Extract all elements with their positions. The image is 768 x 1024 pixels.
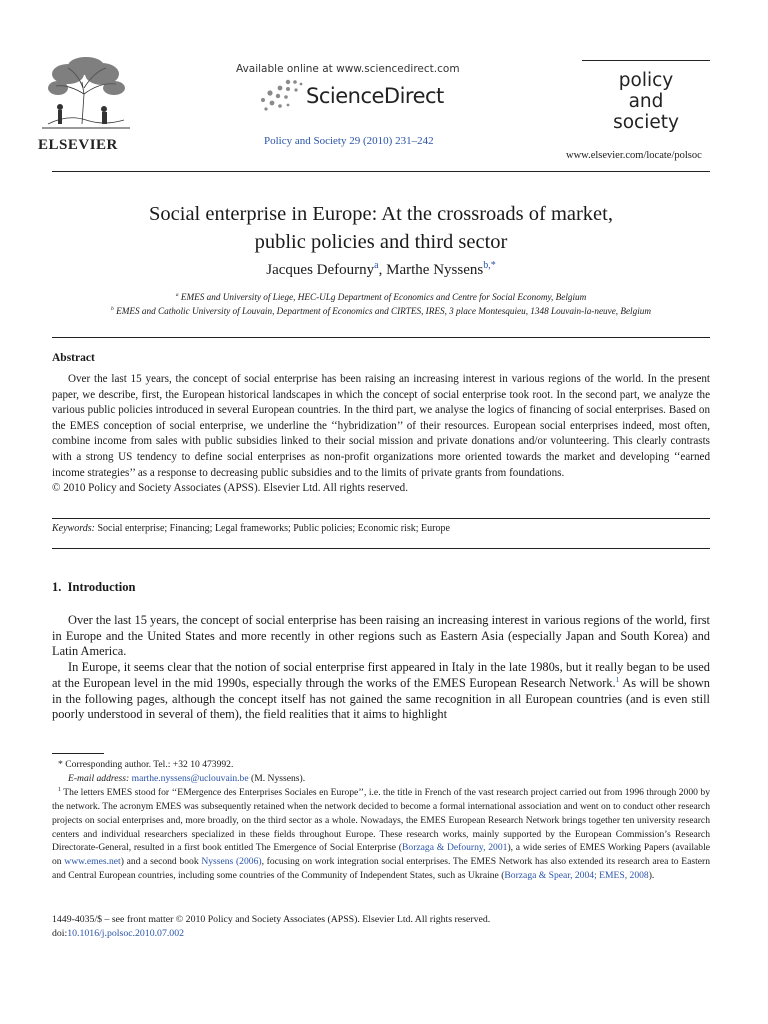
footer [52, 913, 710, 941]
abstract-paragraph: Over the last 15 years, the concept of social enterprise has been raising an increasing interest in various regions of the world. In the present paper, we describe, first, the European historical landscapes in which the concept of social enterprise took root. In the second part, we analyze the various public policies introduced in several European countries. In the third part, we analyse the logics of financing of social enterprises. Based on the EMES conception of social enterprise, we underline the ‘‘hybridization’’ of their resources. European social enterprises indeed, most often, combine income from sales with public subsidies linked to their social mission and private donations and/or volunteering. This clearly contrasts with a strong US tendency to define social enterprises as non-profit organizations more oriented towards the market and developing ‘‘earned income strategies’’ as a response to decreasing public subsidies and to the limits of private grants from foundations. [52, 373, 710, 479]
citation-link[interactable]: Borzaga & Defourny, 2001 [402, 842, 508, 854]
affiliation-text: EMES and Catholic University of Louvain, Department of Economics and CIRTES, IRES, 3 place Montesquieu, 1348 Louvain-la-neuve, Belgium [116, 306, 651, 316]
body-text: As will be shown in the following pages, although the concept itself has not gained the same recognition in all European countries (and is even still poorly understood in several of them), the field realities that it aims to highlight [52, 675, 710, 722]
footnote-1 [52, 786, 710, 883]
abstract-body [52, 372, 710, 497]
journal-reference: Policy and Society 29 (2010) 231–242 [264, 135, 434, 147]
body-text: In Europe, it seems clear that the notion of social enterprise first appeared in Italy in the late 1980s, but it really began to be used at the European level in the mid 1990s, especially through the works of the EMES European Research Network. [52, 660, 710, 690]
publisher-name: ELSEVIER [38, 137, 118, 153]
author-separator: , [378, 262, 387, 278]
keywords-label: Keywords: [52, 523, 95, 534]
affiliation-b [50, 306, 712, 316]
journal-logo [582, 60, 710, 133]
elsevier-logo [38, 54, 134, 154]
journal-logo-word: and [628, 91, 664, 112]
journal-logo-word: policy [618, 70, 674, 91]
issn-line: 1449-4035/$ – see front matter © 2010 Policy and Society Associates (APSS). Elsevier Ltd. All rights reserved. [52, 914, 491, 925]
affiliation-marker[interactable]: a [374, 260, 379, 271]
doi-label: doi: [52, 928, 68, 939]
affiliation-text: EMES and University of Liege, HEC-ULg Department of Economics and Centre for Social Economy, Belgium [180, 292, 587, 302]
article-title-line: public policies and third sector [254, 231, 508, 253]
header-divider [52, 171, 710, 172]
website-link[interactable]: www.emes.net [64, 856, 121, 868]
footnote-text: The letters EMES stood for ‘‘EMergence des Enterprises Sociales en Europe’’, i.e. the title in French of the vast research project carried out from 1996 through 2000 by the network. The acronym EMES was subsequently retained when the network decided to become a formal international association and went on to conduct other research projects on social enterprises and, more broadly, on the third sector as a whole. Nowadays, the EMES European Research Network brings together ten university research centers and individual researchers specialized in these fields throughout Europe. These research works, mainly supported by the European Commission’s Research Directorate-General, resulted in a first book entitled The Emergence of Social Enterprise ( [52, 786, 710, 854]
sciencedirect-logo [258, 78, 478, 114]
footnote-text: (M. Nyssens). [248, 772, 306, 784]
elsevier-tree-icon [38, 54, 134, 132]
footnote-rule [52, 753, 104, 754]
introduction-body [52, 613, 710, 723]
doi-line [52, 927, 710, 941]
footnote-marker: * [58, 759, 63, 770]
affiliation-marker[interactable]: b,* [483, 260, 496, 271]
footnote-text: , focusing on work integration social enterprises. The EMES Network has also extended its research area to Eastern and Central European countries, including some countries of the Community of Independent States, such as Ukraine ( [52, 856, 710, 882]
available-online-text: Available online at www.sciencedirect.com [236, 63, 460, 75]
footnotes [52, 758, 710, 883]
email-note [52, 772, 710, 786]
abstract-heading: Abstract [52, 352, 95, 364]
body-paragraph [52, 660, 710, 723]
article-title-line: Social enterprise in Europe: At the crossroads of market, [149, 203, 613, 225]
affiliation-marker: a [175, 291, 179, 298]
footnote-text: Corresponding author. Tel.: +32 10 473992. [65, 759, 234, 770]
email-link[interactable]: marthe.nyssens@uclouvain.be [131, 772, 249, 784]
sciencedirect-dots-icon [258, 78, 306, 112]
footnote-marker[interactable]: 1 [615, 674, 620, 684]
sciencedirect-wordmark: ScienceDirect [306, 84, 444, 108]
citation-link[interactable]: Nyssens (2006) [201, 856, 262, 868]
footnote-text: ). [648, 870, 655, 882]
section-heading: 1. Introduction [52, 580, 136, 594]
keywords-line [52, 523, 450, 534]
journal-logo-word: society [613, 112, 679, 133]
abstract-copyright: © 2010 Policy and Society Associates (APSS). Elsevier Ltd. All rights reserved. [52, 482, 408, 495]
doi-link[interactable]: 10.1016/j.polsoc.2010.07.002 [67, 928, 184, 939]
footnote-text: ), a wide series of EMES Working Papers (available on [52, 842, 710, 868]
keywords-divider [52, 518, 710, 519]
author-name[interactable]: Jacques Defourny [266, 262, 375, 278]
author-name[interactable]: Marthe Nyssens [386, 262, 484, 278]
author-list [52, 262, 710, 279]
article-title [52, 200, 710, 256]
affiliation-marker: b [111, 305, 114, 312]
citation-link[interactable]: Borzaga & Spear, 2004; EMES, 2008 [504, 870, 649, 882]
affiliation-a [52, 292, 710, 302]
footnote-marker: 1 [58, 786, 61, 793]
journal-url[interactable]: www.elsevier.com/locate/polsoc [566, 150, 702, 161]
corresponding-author-note [52, 758, 710, 772]
email-label: E-mail address: [68, 772, 130, 784]
body-paragraph: Over the last 15 years, the concept of social enterprise has been raising an increasing interest in various regions of the world, first in Europe and the United States and more recently in other regions such as Eastern Asia (especially Japan and South Korea) and Latin America. [52, 613, 710, 659]
abstract-top-divider [52, 337, 710, 338]
abstract-bottom-divider [52, 548, 710, 549]
keywords-list: Social enterprise; Financing; Legal frameworks; Public policies; Economic risk; Europe [97, 523, 450, 534]
footnote-text: ) and a second book [120, 856, 202, 868]
